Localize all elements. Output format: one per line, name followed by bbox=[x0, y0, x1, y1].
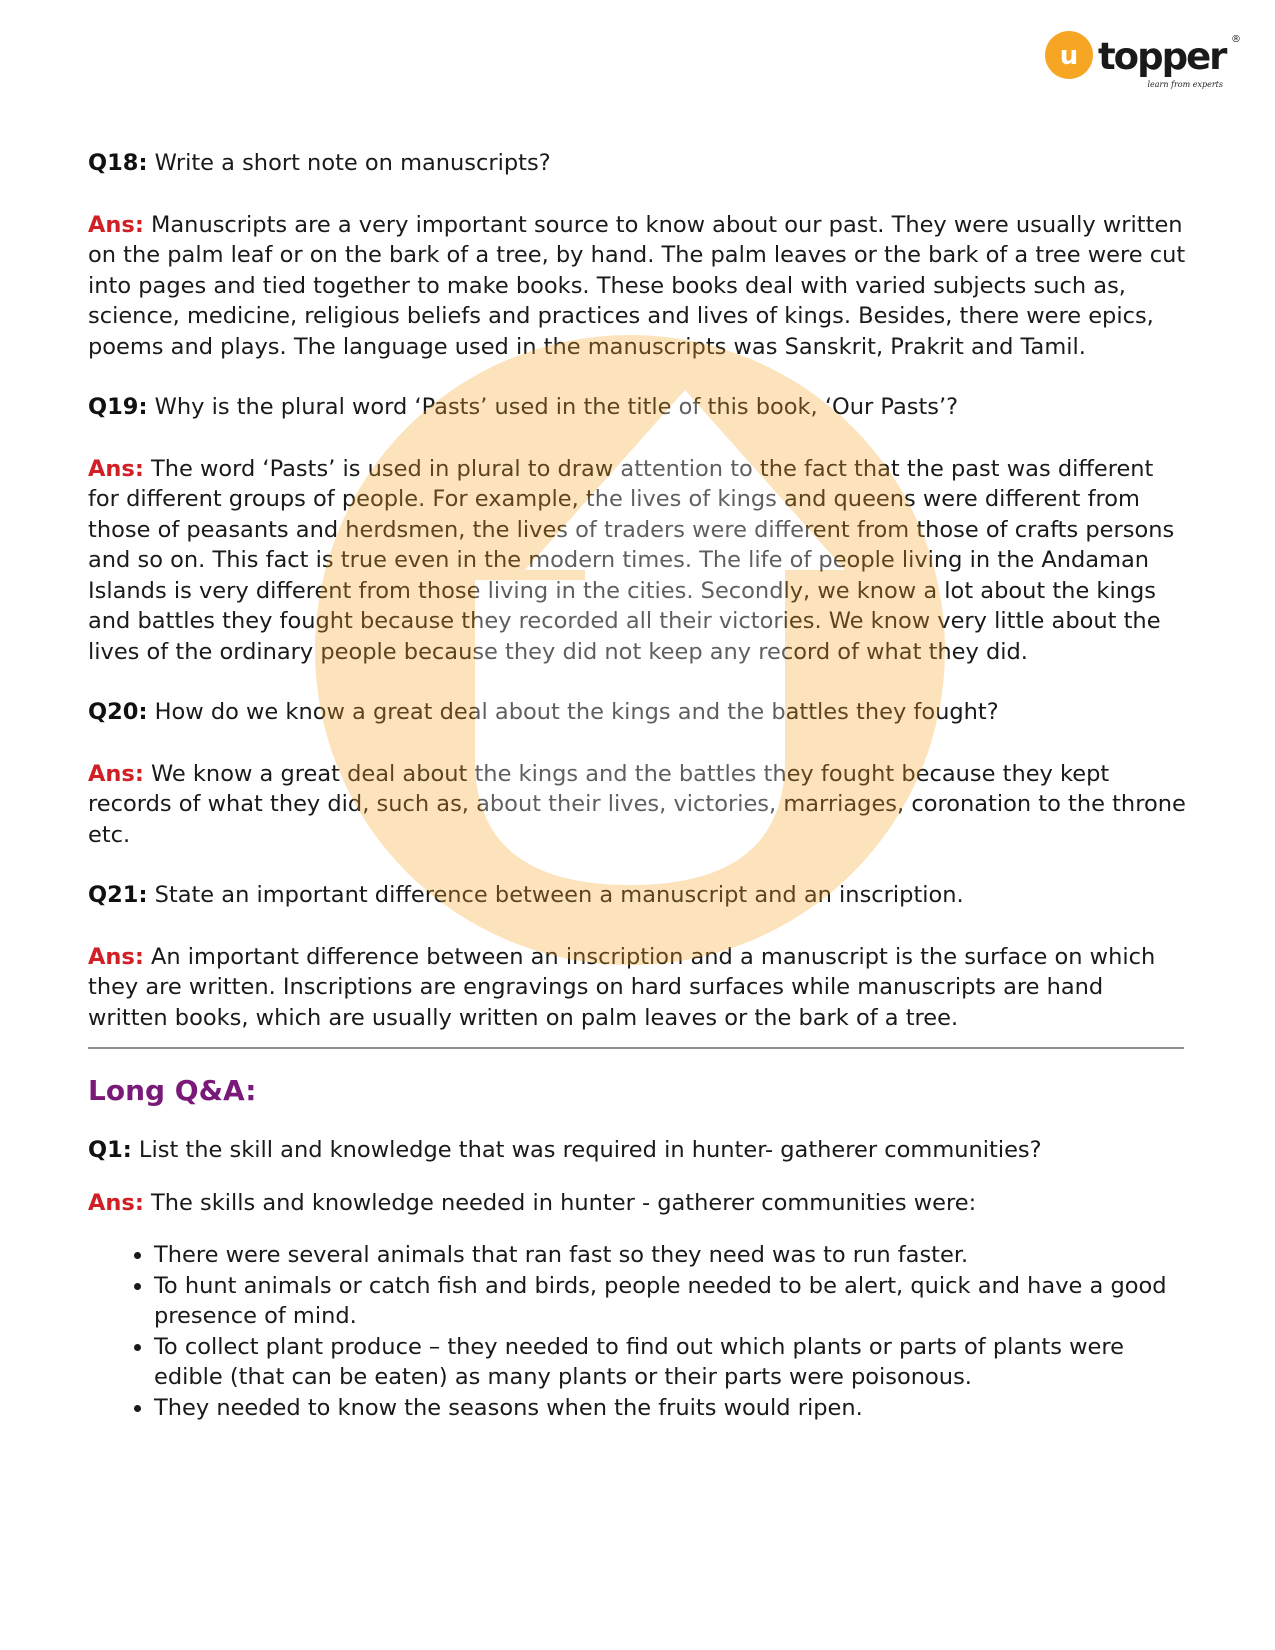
question-text: Write a short note on manuscripts? bbox=[147, 150, 551, 176]
answer-text: Manuscripts are a very important source to know about our past. They were usually written on the palm leaf or on the bark of a tree, by hand. The palm leaves or the bark of a tree were cut into pages and tied together to make books. These books deal with varied subjects such as, science, medicine, religious beliefs and practices and lives of kings. Besides, there were epics, poems and plays. The language used in the manuscripts was Sanskrit, Prakrit and Tamil. bbox=[88, 211, 1186, 360]
logo-wordmark: topper bbox=[1098, 35, 1226, 78]
answer-q20 bbox=[88, 759, 1188, 851]
answer-label: Ans: bbox=[88, 943, 144, 970]
question-q20 bbox=[88, 697, 1188, 728]
topper-logo bbox=[1040, 30, 1245, 96]
answer-label: Ans: bbox=[88, 211, 144, 238]
question-text: How do we know a great deal about the kings and the battles they fought? bbox=[147, 699, 999, 725]
list-item: • To hunt animals or catch fish and birds, people needed to be alert, quick and have a good presence of mind. bbox=[154, 1271, 1188, 1332]
question-text: Why is the plural word ‘Pasts’ used in the title of this book, ‘Our Pasts’? bbox=[147, 394, 959, 420]
question-label: Q20: bbox=[88, 699, 148, 725]
answer-label: Ans: bbox=[88, 455, 144, 482]
answer-q19 bbox=[88, 454, 1188, 668]
question-long-q1 bbox=[88, 1135, 1188, 1166]
question-q18 bbox=[88, 148, 1188, 179]
answer-text: An important difference between an inscription and a manuscript is the surface on which they are written. Inscriptions are engravings on hard surfaces while manuscripts are hand written books, which are usually written on palm leaves or the bark of a tree. bbox=[88, 943, 1156, 1031]
answer-label: Ans: bbox=[88, 760, 144, 787]
document-body bbox=[88, 148, 1188, 1423]
skills-list bbox=[88, 1240, 1188, 1423]
answer-text: We know a great deal about the kings and the battles they fought because they kept records of what they did, such as, about their lives, victories, marriages, coronation to the throne etc. bbox=[88, 760, 1186, 848]
question-q21 bbox=[88, 880, 1188, 911]
answer-q21 bbox=[88, 942, 1188, 1034]
answer-long-q1 bbox=[88, 1188, 1188, 1219]
question-label: Q21: bbox=[88, 882, 148, 908]
registered-mark: ® bbox=[1231, 34, 1241, 45]
long-qa-heading: Long Q&A: bbox=[88, 1074, 257, 1107]
logo-tagline: learn from experts bbox=[1147, 80, 1223, 89]
list-item: • There were several animals that ran fast so they need was to run faster. bbox=[154, 1240, 1188, 1271]
question-text: State an important difference between a manuscript and an inscription. bbox=[147, 882, 964, 908]
list-item: • To collect plant produce – they needed to find out which plants or parts of plants were edible (that can be eaten) as many plants or their parts were poisonous. bbox=[154, 1332, 1188, 1393]
answer-q18 bbox=[88, 210, 1188, 363]
question-text: List the skill and knowledge that was required in hunter- gatherer communities? bbox=[131, 1137, 1042, 1163]
question-label: Q1: bbox=[88, 1137, 132, 1163]
list-item: • They needed to know the seasons when the fruits would ripen. bbox=[154, 1393, 1188, 1424]
question-q19 bbox=[88, 392, 1188, 423]
answer-text: The word ‘Pasts’ is used in plural to draw attention to the fact that the past was different for different groups of people. For example, the lives of kings and queens were different from those of peasants and herdsmen, the lives of traders were different from those of crafts persons and so on. This fact is true even in the modern times. The life of people living in the Andaman Islands is very different from those living in the cities. Secondly, we know a lot about the kings and battles they fought because they recorded all their victories. We know very little about the lives of the ordinary people because they did not keep any record of what they did. bbox=[88, 455, 1175, 665]
answer-label: Ans: bbox=[88, 1189, 144, 1216]
answer-text: The skills and knowledge needed in hunter - gatherer communities were: bbox=[143, 1189, 977, 1216]
section-divider bbox=[88, 1047, 1184, 1049]
logo-mark: u bbox=[1059, 41, 1079, 71]
question-label: Q18: bbox=[88, 150, 148, 176]
question-label: Q19: bbox=[88, 394, 148, 420]
